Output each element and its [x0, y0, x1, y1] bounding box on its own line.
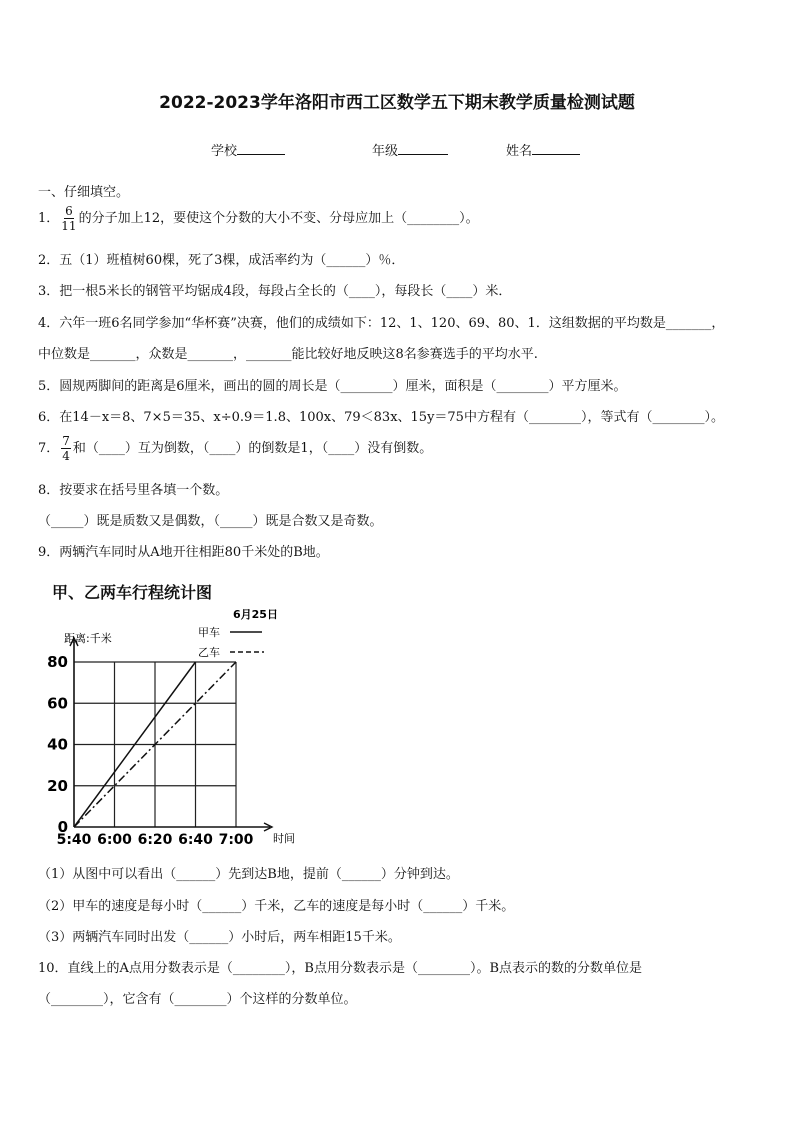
legend-label-jia: 甲车	[198, 626, 220, 639]
x-tick-label: 6:00	[97, 832, 132, 848]
y-tick-label: 60	[47, 694, 68, 713]
chart-date: 6月25日	[233, 608, 278, 621]
grade-label: 年级	[372, 144, 399, 159]
name-label: 姓名	[506, 144, 533, 159]
question-8-line-2: （_____）既是质数又是偶数，（_____）既是合数又是奇数。	[38, 514, 383, 529]
q1-number: 1．	[38, 211, 60, 226]
question-10-line-1: 10．直线上的A点用分数表示是（________），B点用分数表示是（________）。B点表示的数的分数单位是	[38, 961, 643, 976]
x-axis-label: 时间	[273, 832, 295, 845]
school-field	[211, 140, 285, 159]
question-9-sub-2: （2）甲车的速度是每小时（______）千米，乙车的速度是每小时（______）千米。	[38, 899, 515, 914]
chart-tick-labels	[47, 653, 254, 848]
name-blank[interactable]	[532, 142, 580, 155]
y-tick-label: 0	[57, 818, 68, 836]
y-axis-label: 距离:千米	[64, 632, 112, 645]
question-5: 5．圆规两脚间的距离是6厘米，画出的圆的周长是（________）厘米，面积是（________）平方厘米。	[38, 379, 627, 394]
q1-frac-den: 11	[61, 219, 77, 233]
question-9-sub-3: （3）两辆汽车同时出发（______）小时后，两车相距15千米。	[38, 930, 401, 945]
question-1	[38, 204, 479, 233]
x-tick-label: 7:00	[218, 832, 254, 848]
question-4-line-2: 中位数是_______，众数是_______，_______能比较好地反映这8名参赛选手的平均水平.	[38, 347, 538, 362]
q7-frac-den: 4	[62, 449, 70, 463]
y-tick-label: 20	[47, 776, 68, 795]
x-tick-label: 6:40	[178, 832, 213, 848]
legend-label-yi: 乙车	[198, 646, 220, 659]
question-4-line-1: 4．六年一班6名同学参加“华杯赛”决赛，他们的成绩如下：12、1、120、69、80、1．这组数据的平均数是_______，	[38, 316, 725, 331]
y-tick-label: 40	[47, 735, 68, 754]
x-tick-label: 6:20	[137, 832, 173, 848]
question-8-line-1: 8．按要求在括号里各填一个数。	[38, 483, 229, 498]
grade-field	[372, 140, 448, 159]
distance-time-chart	[40, 600, 310, 850]
q7-text: 和（____）互为倒数，（____）的倒数是1，（____）没有倒数。	[72, 441, 433, 456]
question-9: 9．两辆汽车同时从A地开往相距80千米处的B地。	[38, 545, 329, 560]
question-2: 2．五（1）班植树60棵，死了3棵，成活率约为（______）％．	[38, 253, 405, 268]
q7-number: 7．	[38, 441, 60, 456]
question-6: 6．在14－x＝8、7×5＝35、x÷0.9＝1.8、100x、79＜83x、15y＝75中方程有（________），等式有（________）。	[38, 410, 724, 425]
chart-title: 甲、乙两车行程统计图	[52, 583, 213, 602]
q7-fraction	[61, 434, 71, 463]
school-label: 学校	[211, 144, 238, 159]
x-tick-label: 5:40	[56, 832, 92, 848]
q1-fraction	[61, 204, 76, 233]
question-9-sub-1: （1）从图中可以看出（______）先到达B地，提前（______）分钟到达。	[38, 867, 459, 882]
q7-frac-num: 7	[62, 434, 70, 448]
y-tick-label: 80	[47, 653, 68, 671]
chart-axes	[70, 638, 272, 831]
q1-frac-num: 6	[65, 204, 73, 218]
question-7	[38, 434, 432, 463]
section-heading: 一、仔细填空。	[38, 185, 130, 200]
school-blank[interactable]	[237, 142, 285, 155]
page-title: 2022-2023学年洛阳市西工区数学五下期末教学质量检测试题	[159, 93, 635, 113]
question-10-line-2: （________），它含有（________）个这样的分数单位。	[38, 992, 357, 1007]
question-3: 3．把一根5米长的钢管平均锯成4段，每段占全长的（____），每段长（____）米．	[38, 284, 512, 299]
name-field	[506, 140, 580, 159]
grade-blank[interactable]	[398, 142, 448, 155]
q1-text: 的分子加上12，要使这个分数的大小不变、分母应加上（________）。	[78, 211, 479, 226]
